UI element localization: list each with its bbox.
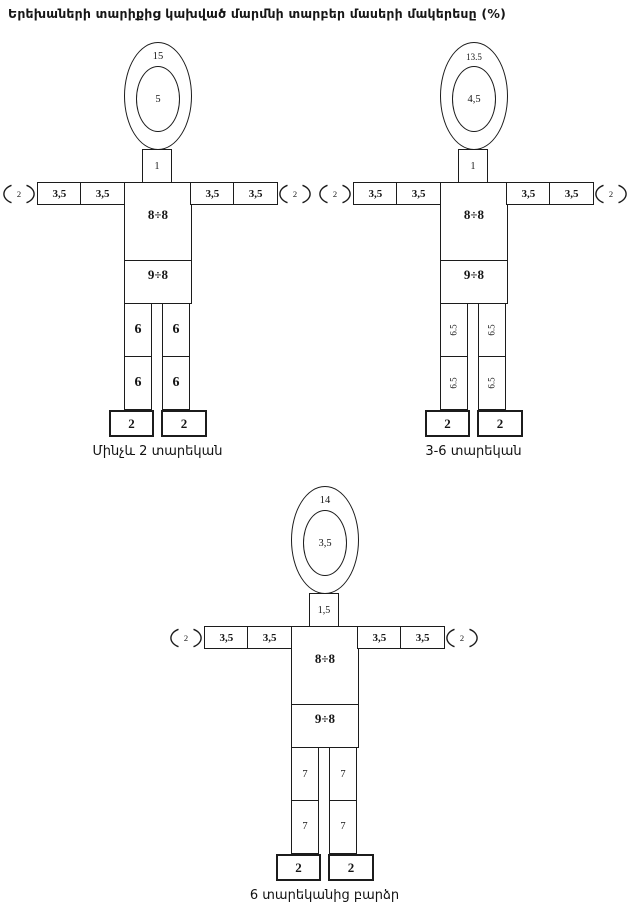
right-hand-label: 2 xyxy=(608,189,614,199)
foot-label: 2 xyxy=(180,415,188,431)
figure-caption: 6 տարեկանից բարձր xyxy=(249,888,400,903)
face-label: 3,5 xyxy=(318,537,332,549)
face-oval xyxy=(303,510,347,576)
right-arm-inner-segment xyxy=(190,182,235,205)
right-arm-outer-segment xyxy=(549,182,594,205)
left-hand-label: 2 xyxy=(332,189,338,199)
left-arm-outer-segment xyxy=(37,182,82,205)
left-hand-label: 2 xyxy=(183,633,189,643)
left-shin-box xyxy=(124,356,152,410)
foot-label: 2 xyxy=(444,415,451,431)
right-arm-inner-segment xyxy=(506,182,551,205)
figure-caption: 3-6 տարեկան xyxy=(425,444,522,459)
segment-label: 3,5 xyxy=(248,187,263,200)
torso-lower-label: 9÷8 xyxy=(314,711,336,726)
left-leg xyxy=(440,303,468,410)
right-thigh-box xyxy=(162,303,190,357)
left-foot-box xyxy=(109,410,154,437)
figure-title: Երեխաների տարիքից կախված մարմնի տարբեր մասերի մակերեսը (%) xyxy=(8,6,506,21)
neck-label: 1 xyxy=(154,160,160,172)
right-foot-box xyxy=(161,410,207,437)
segment-label: 3,5 xyxy=(564,187,579,200)
head-total-label: 15 xyxy=(152,51,164,62)
segment-label: 6 xyxy=(134,374,142,390)
neck-box xyxy=(309,593,339,627)
segment-label: 3,5 xyxy=(52,187,67,200)
neck-box xyxy=(458,149,488,183)
right-arm xyxy=(357,626,445,649)
segment-label: 3,5 xyxy=(262,631,277,644)
right-thigh-box xyxy=(329,747,357,801)
right-shin-box xyxy=(162,356,190,410)
right-arm-inner-segment xyxy=(357,626,402,649)
left-thigh-box xyxy=(124,303,152,357)
left-shin-box xyxy=(291,800,319,854)
segment-label: 6.5 xyxy=(487,324,497,336)
left-arm xyxy=(353,182,441,205)
right-hand-label: 2 xyxy=(459,633,465,643)
right-arm xyxy=(506,182,594,205)
torso-upper-box xyxy=(124,182,192,261)
left-leg xyxy=(291,747,319,854)
left-hand-label: 2 xyxy=(16,189,22,199)
left-hand xyxy=(1,182,37,206)
torso-upper-label: 8÷8 xyxy=(463,207,485,222)
left-arm xyxy=(204,626,292,649)
foot-label: 2 xyxy=(496,415,504,431)
left-arm-inner-segment xyxy=(396,182,441,205)
right-leg xyxy=(162,303,190,410)
face-oval xyxy=(136,66,180,132)
segment-label: 3,5 xyxy=(372,631,387,644)
left-arm-outer-segment xyxy=(353,182,398,205)
segment-label: 3,5 xyxy=(411,187,426,200)
torso-upper-label: 8÷8 xyxy=(314,651,336,666)
right-arm-outer-segment xyxy=(233,182,278,205)
torso-lower-box xyxy=(291,704,359,748)
segment-label: 6.5 xyxy=(487,377,497,389)
right-thigh-box xyxy=(478,303,506,357)
head-total-label: 14 xyxy=(319,495,331,506)
torso-upper-box xyxy=(291,626,359,705)
face-label: 5 xyxy=(155,93,161,105)
segment-label: 6.5 xyxy=(449,377,459,389)
left-thigh-box xyxy=(291,747,319,801)
torso-upper-box xyxy=(440,182,508,261)
left-foot-box xyxy=(425,410,470,437)
figure-age-over-6 xyxy=(167,484,487,909)
left-leg xyxy=(124,303,152,410)
segment-label: 3,5 xyxy=(205,187,220,200)
right-shin-box xyxy=(478,356,506,410)
right-foot-box xyxy=(328,854,374,881)
left-thigh-box xyxy=(440,303,468,357)
face-oval xyxy=(452,66,496,132)
left-hand xyxy=(168,626,204,650)
face-label: 4,5 xyxy=(467,93,481,105)
torso-upper-label: 8÷8 xyxy=(147,207,169,222)
right-leg xyxy=(329,747,357,854)
right-hand xyxy=(593,182,629,206)
right-leg xyxy=(478,303,506,410)
right-foot-box xyxy=(477,410,523,437)
segment-label: 3,5 xyxy=(95,187,110,200)
foot-label: 2 xyxy=(128,415,135,431)
left-arm-outer-segment xyxy=(204,626,249,649)
segment-label: 3,5 xyxy=(219,631,234,644)
neck-label: 1,5 xyxy=(317,604,331,616)
figure-age-under-2 xyxy=(0,40,320,465)
figure-age-3-6 xyxy=(316,40,636,465)
left-arm xyxy=(37,182,125,205)
segment-label: 6 xyxy=(134,322,142,338)
right-hand xyxy=(277,182,313,206)
right-hand-label: 2 xyxy=(292,189,298,199)
segment-label: 6 xyxy=(172,374,180,390)
torso-lower-box xyxy=(124,260,192,304)
segment-label: 6.5 xyxy=(449,324,459,336)
left-shin-box xyxy=(440,356,468,410)
segment-label: 3,5 xyxy=(521,187,536,200)
torso-lower-box xyxy=(440,260,508,304)
left-foot-box xyxy=(276,854,321,881)
right-arm-outer-segment xyxy=(400,626,445,649)
foot-label: 2 xyxy=(295,859,302,875)
torso-lower-label: 9÷8 xyxy=(147,267,169,282)
segment-label: 7 xyxy=(302,821,308,833)
segment-label: 7 xyxy=(302,768,308,780)
left-arm-inner-segment xyxy=(247,626,292,649)
segment-label: 3,5 xyxy=(368,187,383,200)
head-total-label: 13.5 xyxy=(466,52,482,62)
torso-lower-label: 9÷8 xyxy=(463,267,485,282)
right-hand xyxy=(444,626,480,650)
figure-caption: Մինչև 2 տարեկան xyxy=(92,444,223,459)
foot-label: 2 xyxy=(347,859,355,875)
segment-label: 3,5 xyxy=(415,631,430,644)
neck-box xyxy=(142,149,172,183)
left-arm-inner-segment xyxy=(80,182,125,205)
right-shin-box xyxy=(329,800,357,854)
segment-label: 7 xyxy=(340,821,346,833)
right-arm xyxy=(190,182,278,205)
segment-label: 7 xyxy=(340,768,346,780)
left-hand xyxy=(317,182,353,206)
neck-label: 1 xyxy=(470,160,476,172)
segment-label: 6 xyxy=(172,322,180,338)
